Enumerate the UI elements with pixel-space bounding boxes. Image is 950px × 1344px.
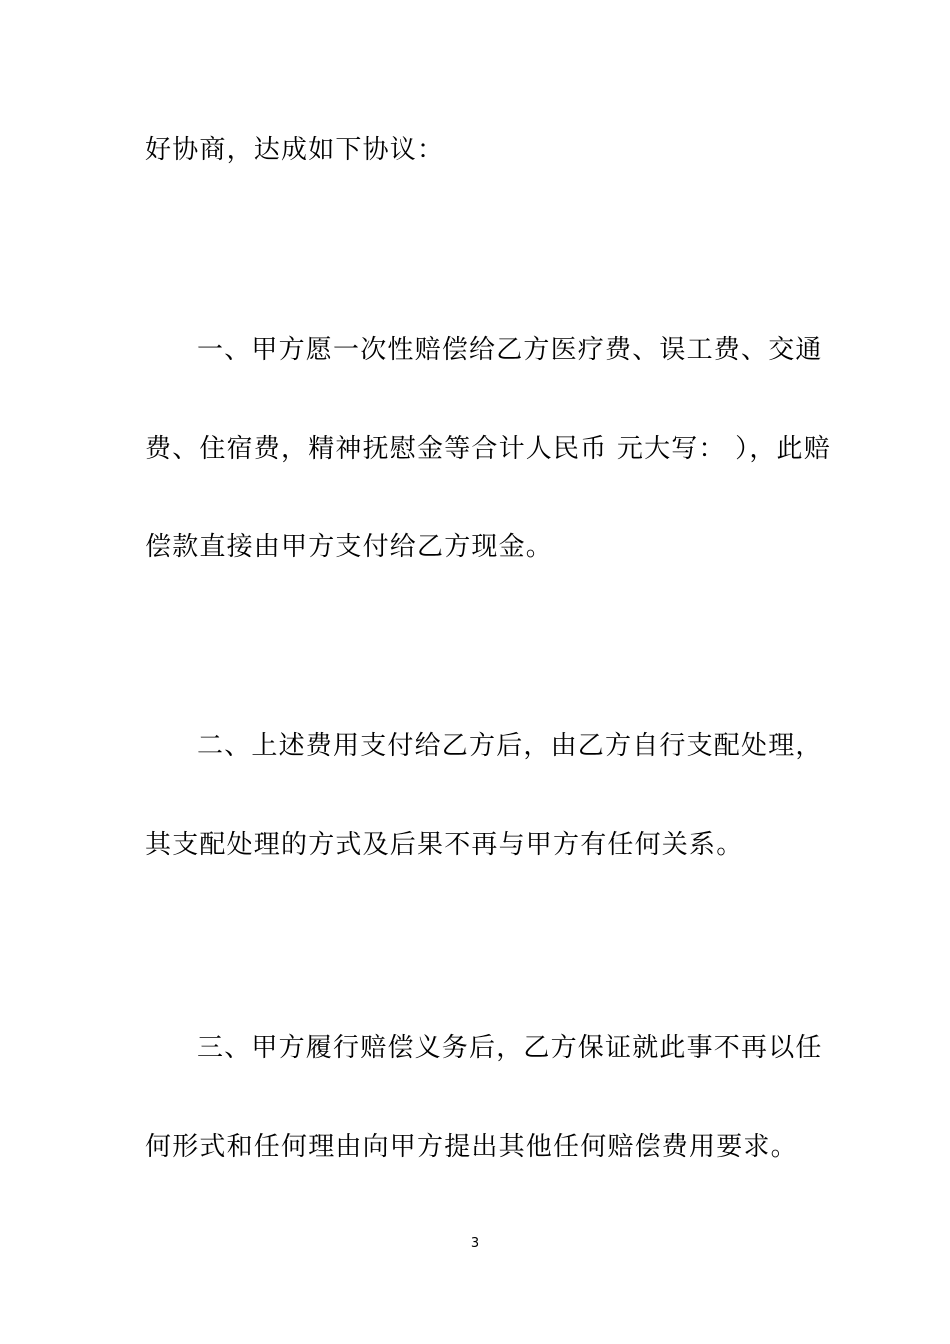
text-line-intro: 好协商，达成如下协议： [145, 135, 445, 165]
clause-1-line-2: 费、住宿费，精神抚慰金等合计人民币 元大写： ），此赔 [145, 434, 831, 464]
clause-1-line-3: 偿款直接由甲方支付给乙方现金。 [145, 532, 554, 562]
clause-3-line-2: 何形式和任何理由向甲方提出其他任何赔偿费用要求。 [145, 1132, 798, 1162]
clause-2-line-2: 其支配处理的方式及后果不再与甲方有任何关系。 [145, 830, 744, 860]
clause-1-line-1: 一、甲方愿一次性赔偿给乙方医疗费、误工费、交通 [197, 335, 823, 365]
clause-3-line-1: 三、甲方履行赔偿义务后，乙方保证就此事不再以任 [197, 1033, 823, 1063]
page-number: 3 [470, 1236, 480, 1251]
clause-2-line-1: 二、上述费用支付给乙方后，由乙方自行支配处理， [197, 731, 823, 761]
